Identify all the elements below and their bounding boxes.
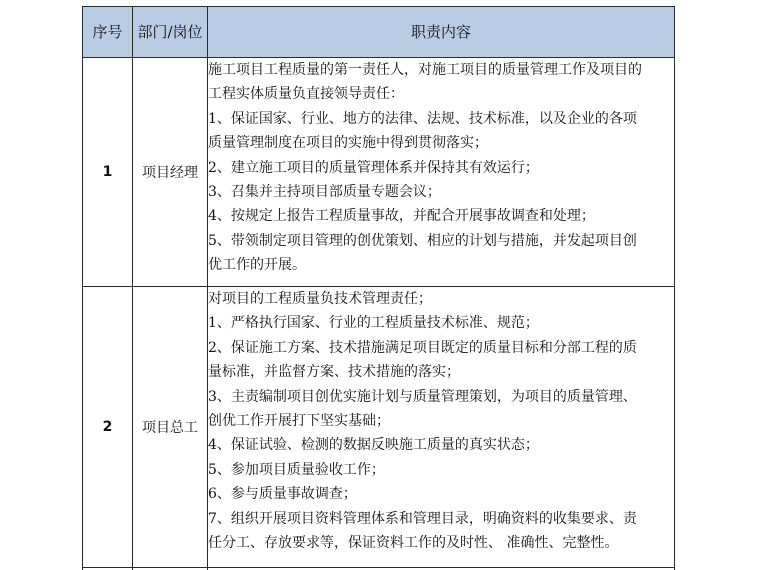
table-row [83,287,675,568]
header-no: 序号 [83,7,133,58]
duty-line: 优工作的开展。 [208,257,306,274]
duty-line: 4、保证试验、检测的数据反映施工质量的真实状态； [208,437,539,454]
header-duty: 职责内容 [208,7,675,58]
duty-line: 任分工、存放要求等，保证资料工作的及时性、 准确性、完整性。 [208,535,619,552]
duty-line: 5、参加项目质量验收工作； [208,461,385,478]
duty-line: 2、保证施工方案、技术措施满足项目既定的质量目标和分部工程的质 [208,339,637,356]
header-dept: 部门/岗位 [133,7,208,58]
duty-line: 7、组织开展项目资料管理体系和管理目录，明确资料的收集要求、责 [208,510,637,527]
duty-line: 对项目的工程质量负技术管理责任； [208,291,432,307]
row-dept: 项目经理 [133,58,208,287]
duty-line: 施工项目工程质量的第一责任人，对施工项目的质量管理工作及项目的 [208,62,642,78]
row-duties [208,287,675,568]
row-dept: 项目总工 [133,287,208,568]
table-header-row [83,7,675,58]
duty-line: 1、保证国家、行业、地方的法律、法规、技术标准，以及企业的各项 [208,110,637,127]
duty-line: 3、主责编制项目创优实施计划与质量管理策划，为项目的质量管理、 [208,388,637,405]
duty-line: 2、建立施工项目的质量管理体系并保持其有效运行； [208,159,539,176]
duty-line: 量标准，并监督方案、技术措施的落实； [208,364,460,381]
duty-line: 6、参与质量事故调查； [208,486,357,503]
duty-line: 创优工作开展打下坚实基础； [208,413,390,430]
row-duties [208,58,675,287]
row-number: 1 [83,58,133,287]
duty-line: 5、带领制定项目管理的创优策划、相应的计划与措施，并发起项目创 [208,232,637,249]
duty-line: 质量管理制度在项目的实施中得到贯彻落实； [208,135,488,152]
duty-line: 4、按规定上报告工程质量事故，并配合开展事故调查和处理； [208,208,595,225]
row-number: 2 [83,287,133,568]
duty-line: 工程实体质量负直接领导责任： [208,86,404,103]
duty-line: 1、严格执行国家、行业的工程质量技术标准、规范； [208,315,539,332]
table-row [83,58,675,287]
responsibility-table [82,6,675,570]
duty-line: 3、召集并主持项目部质量专题会议； [208,184,441,201]
